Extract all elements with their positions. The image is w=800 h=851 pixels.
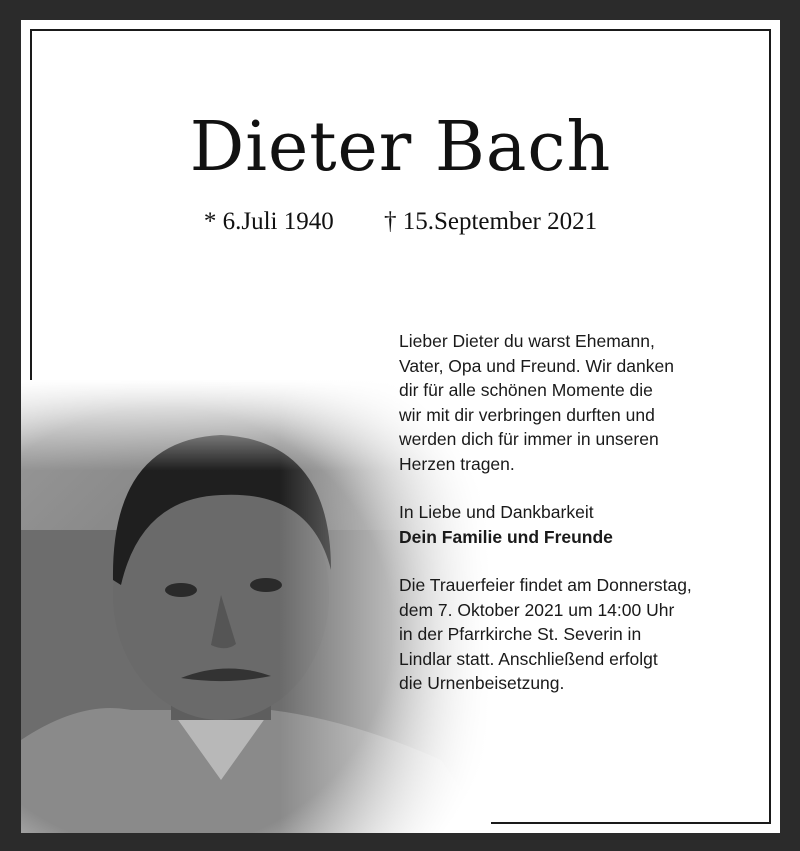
life-dates <box>21 208 780 236</box>
obituary-text <box>399 329 699 720</box>
message-line: Lieber Dieter du warst Ehemann, <box>399 331 655 351</box>
obituary-card <box>21 20 780 833</box>
message-line: wir mit dir verbringen durften und <box>399 404 655 425</box>
death-date: † 15.September 2021 <box>383 208 598 235</box>
message-line: Vater, Opa und Freund. Wir danken <box>399 355 674 376</box>
message-paragraph <box>399 329 699 476</box>
closing-line: In Liebe und Dankbarkeit <box>399 502 594 522</box>
message-line: dir für alle schönen Momente die <box>399 380 653 400</box>
message-line: werden dich für immer in unseren <box>399 429 659 449</box>
ceremony-line: Lindlar statt. Anschließend erfolgt <box>399 648 658 669</box>
ceremony-line: in der Pfarrkirche St. Severin in <box>399 624 642 644</box>
deceased-name: Dieter Bach <box>189 108 612 187</box>
closing-paragraph <box>399 500 699 549</box>
birth-date: * 6.Juli 1940 <box>203 208 334 235</box>
ceremony-paragraph <box>399 573 699 696</box>
ceremony-line: Die Trauerfeier findet am Donnerstag, <box>399 575 692 595</box>
message-line: Herzen tragen. <box>399 453 515 474</box>
signature-line: Dein Familie und Freunde <box>399 526 613 547</box>
ceremony-line: dem 7. Oktober 2021 um 14:00 Uhr <box>399 599 675 620</box>
ceremony-line: die Urnenbeisetzung. <box>399 673 565 693</box>
